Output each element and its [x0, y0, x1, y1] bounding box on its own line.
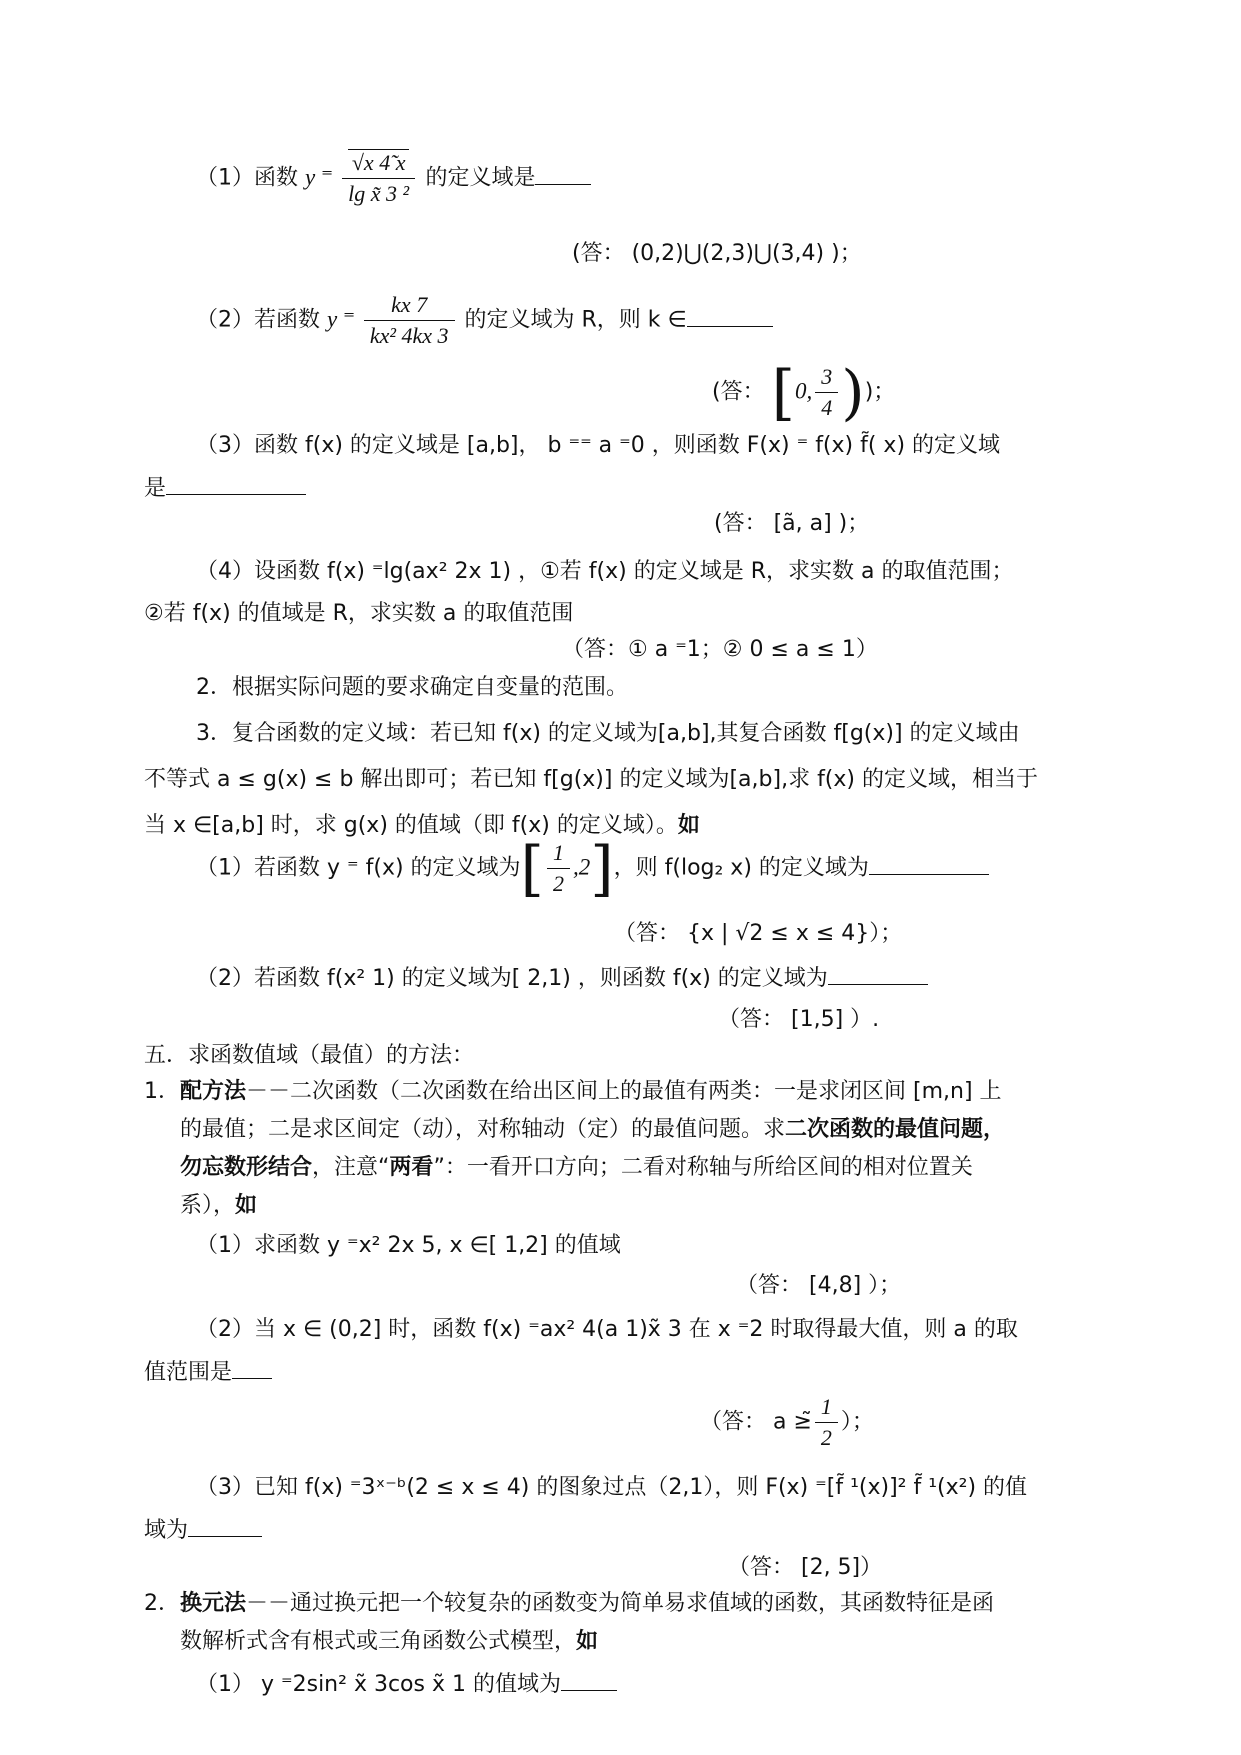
- method-1-line-3: 勿忘数形结合，注意“两看”：一看开口方向；二看对称轴与所给区间的相对位置关: [180, 1155, 973, 1180]
- answer-blank: [687, 304, 773, 327]
- problem-1-fraction: [342, 148, 416, 209]
- composite-problem-1-frac-num: 1: [547, 838, 570, 869]
- problem-1-numerator: √x 4̃ x: [348, 149, 410, 175]
- range-answer-3: （答： [2, 5]）: [728, 1555, 883, 1580]
- method-2-line-2: 数解析式含有根式或三角函数公式模型，如: [180, 1629, 599, 1654]
- answer-1: (答： (0,2)⋃(2,3)⋃(3,4) )；: [572, 241, 862, 266]
- range-problem-3-line-2: 域为: [144, 1514, 262, 1547]
- composite-answer-1: （答： {x | √2 ≤ x ≤ 4}）；: [614, 921, 903, 946]
- problem-2-expr: y ⁼: [327, 306, 361, 332]
- range-problem-2: （2）当 x ∈ (0,2] 时，函数 f(x) ⁼ax² 4(a 1)x̃ 3 在 x ⁼2 时取得最大值，则 a 的取: [196, 1317, 1018, 1342]
- paragraph-3-line-3: 当 x ∈[a,b] 时，求 g(x) 的值域（即 f(x) 的定义域）。如: [144, 813, 700, 838]
- answer-2-mid: 0,: [795, 378, 813, 404]
- problem-2-fraction: [364, 290, 455, 351]
- method-1-title: 配方法: [180, 1079, 247, 1104]
- answer-3: (答： [ã, a] )；: [714, 511, 870, 536]
- answer-2: (答： [0, $\frac{3}{4}$ ))；: [712, 357, 896, 428]
- composite-problem-1-frac-den: 2: [552, 871, 564, 896]
- problem-1-expr: y ⁼: [305, 164, 339, 190]
- problem-1-label: （1）函数: [196, 165, 298, 191]
- answer-2-frac-den: 4: [821, 395, 833, 420]
- problem-2-numerator: kx 7: [364, 290, 455, 321]
- range-problem-3: （3）已知 f(x) ⁼3ˣ⁻ᵇ(2 ≤ x ≤ 4) 的图象过点（2,1），则 F(x) ⁼[f̃ ¹(x)]² f̃ ¹(x²) 的值: [196, 1475, 1028, 1500]
- range-problem-2-line-2: 值范围是: [144, 1356, 272, 1389]
- answer-blank: [232, 1356, 272, 1379]
- problem-2-tail: 的定义域为 R，则 k ∈: [464, 307, 687, 333]
- method-1-line-4: 系），如: [180, 1193, 258, 1218]
- answer-blank: [188, 1514, 262, 1537]
- paragraph-2: 2．根据实际问题的要求确定自变量的范围。: [196, 675, 628, 700]
- composite-answer-2: （答： [1,5] ）.: [718, 1007, 880, 1032]
- answer-2-post: )；: [864, 379, 896, 405]
- problem-2-label: （2）若函数: [196, 307, 320, 333]
- answer-blank: [828, 962, 928, 985]
- range-answer-2: （答： a ≥̃ $\frac{1}{2}$ ）；: [700, 1394, 874, 1450]
- method-1-line-1: 1．配方法－－二次函数（二次函数在给出区间上的最值有两类：一是求闭区间 [m,n] 上: [144, 1079, 1002, 1104]
- method-2-title: 换元法: [180, 1591, 247, 1616]
- section-5-heading: 五．求函数值域（最值）的方法：: [144, 1043, 475, 1068]
- answer-blank: [166, 472, 306, 495]
- problem-4-line: （4）设函数 f(x) ⁼lg(ax² 2x 1) ，①若 f(x) 的定义域是 R，求实数 a 的取值范围；: [196, 559, 1014, 584]
- answer-blank: [535, 162, 591, 185]
- method-1-line-2: 的最值；二是求区间定（动），对称轴动（定）的最值问题。求二次函数的最值问题，: [180, 1117, 1006, 1142]
- problem-2-denominator: kx² 4kx 3: [369, 323, 449, 348]
- paragraph-3-line-1: 3．复合函数的定义域：若已知 f(x) 的定义域为[a,b],其复合函数 f[g(x)] 的定义域由: [196, 721, 1020, 746]
- range-problem-1: （1）求函数 y ⁼x² 2x 5, x ∈[ 1,2] 的值域: [196, 1233, 621, 1258]
- answer-4: （答：① a ⁼1；② 0 ≤ a ≤ 1）: [562, 637, 878, 662]
- problem-4-line-2: ②若 f(x) 的值域是 R，求实数 a 的取值范围: [144, 601, 574, 626]
- problem-3-line: （3）函数 f(x) 的定义域是 [a,b]， b ⁼⁼ a ⁼0 ，则函数 F(x) ⁼ f(x) f̃( x) 的定义域: [196, 433, 1001, 458]
- paragraph-3-line-2: 不等式 a ≤ g(x) ≤ b 解出即可；若已知 f[g(x)] 的定义域为[a,b],求 f(x) 的定义域，相当于: [144, 767, 1038, 792]
- composite-problem-1-expr: y ⁼ f(x) 的定义域为: [327, 855, 521, 881]
- range-answer-1: （答： [4,8] ）；: [736, 1273, 902, 1298]
- answer-blank: [869, 852, 989, 875]
- composite-problem-1: （1）若函数 y ⁼ f(x) 的定义域为[ $\frac{1}{2}$ ,2]，则 f(log₂ x) 的定义域为: [196, 838, 989, 899]
- composite-problem-2: （2）若函数 f(x² 1) 的定义域为[ 2,1) ，则函数 f(x) 的定义域为: [196, 962, 928, 995]
- answer-2-pre: (答：: [712, 379, 765, 405]
- problem-2-line: [196, 290, 773, 351]
- method-2-line-1: 2．换元法－－通过换元把一个较复杂的函数变为简单易求值域的函数，其函数特征是函: [144, 1591, 995, 1616]
- answer-blank: [561, 1668, 617, 1691]
- problem-1-denominator: lg x̃ 3 ²: [348, 181, 410, 206]
- substitution-problem-1: （1） y ⁼2sin² x̃ 3cos x̃ 1 的值域为: [196, 1668, 617, 1701]
- problem-1-line: [196, 148, 591, 209]
- problem-1-tail: 的定义域是: [425, 165, 536, 191]
- answer-2-frac-num: 3: [815, 362, 838, 393]
- problem-3-line-2: 是: [144, 472, 306, 505]
